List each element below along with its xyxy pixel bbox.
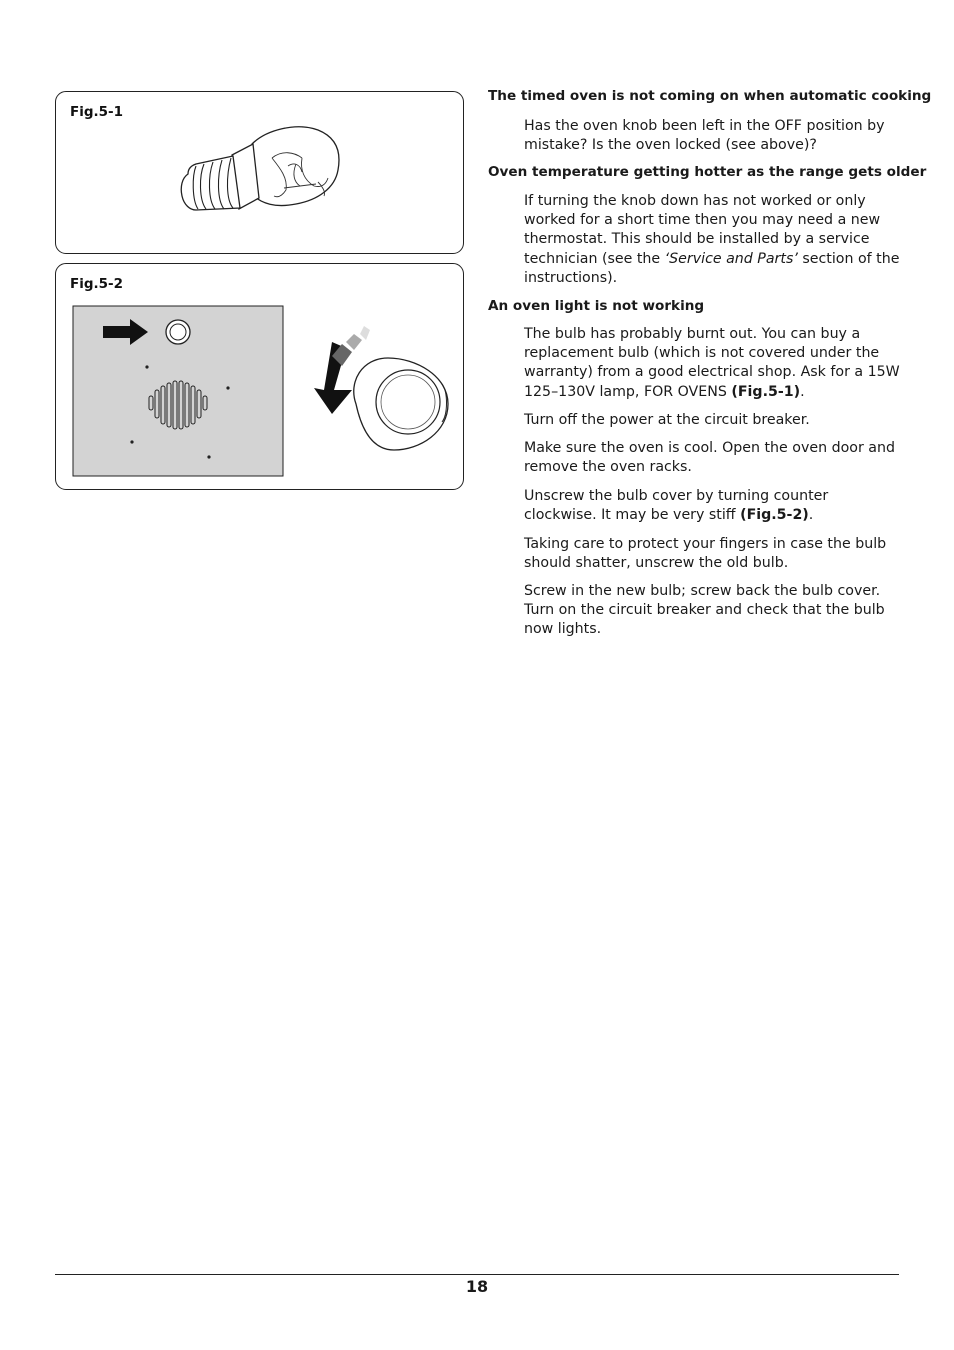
paragraph-text: Unscrew the bulb cover by turning counter clockwise. It may be very stiff: [524, 488, 829, 524]
paragraph-text: .: [808, 507, 814, 524]
paragraph: Taking care to protect your fingers in case the bulb should shatter, unscrew the old bulb.: [524, 536, 887, 572]
figure-label: Fig.5-1: [70, 104, 124, 120]
figure-5-1: [55, 91, 464, 254]
paragraph-text: section of the instructions).: [524, 250, 900, 286]
bulb-cover-icon: [56, 264, 465, 491]
footer-divider: [55, 1274, 899, 1275]
paragraph: [524, 487, 904, 525]
figure-reference: (Fig.5-2): [740, 507, 809, 524]
figure-label: Fig.5-2: [70, 276, 124, 292]
paragraph-text: .: [800, 383, 805, 400]
paragraph: [524, 192, 904, 288]
figure-reference: (Fig.5-1): [731, 383, 801, 400]
section-heading: The timed oven is not coming on when automatic cooking: [488, 88, 932, 104]
paragraph-text: The bulb has probably burnt out. You can buy a replacement bulb (which is not covered under the warranty) from a good electrical shop. Ask for a 15W 125–130V lamp, FOR OVENS: [524, 326, 900, 400]
paragraph: [524, 325, 904, 402]
section-heading: An oven light is not working: [488, 298, 705, 314]
page-number: 18: [465, 1277, 489, 1296]
paragraph: Screw in the new bulb; screw back the bulb cover. Turn on the circuit breaker and check that the bulb now lights.: [524, 583, 885, 638]
paragraph-text: If turning the knob down has not worked or only worked for a short time then you may need a new thermostat. This should be installed by a service technician (see the: [524, 193, 881, 267]
section-heading: Oven temperature getting hotter as the range gets older: [488, 164, 927, 180]
light-bulb-icon: [56, 92, 465, 255]
paragraph: Has the oven knob been left in the OFF position by mistake? Is the oven locked (see above)?: [524, 118, 885, 154]
paragraph-emphasis: ‘Service and Parts’: [664, 250, 798, 267]
paragraph: Make sure the oven is cool. Open the oven door and remove the oven racks.: [524, 440, 895, 476]
paragraph: Turn off the power at the circuit breaker.: [524, 412, 810, 428]
figure-5-2: [55, 263, 464, 490]
